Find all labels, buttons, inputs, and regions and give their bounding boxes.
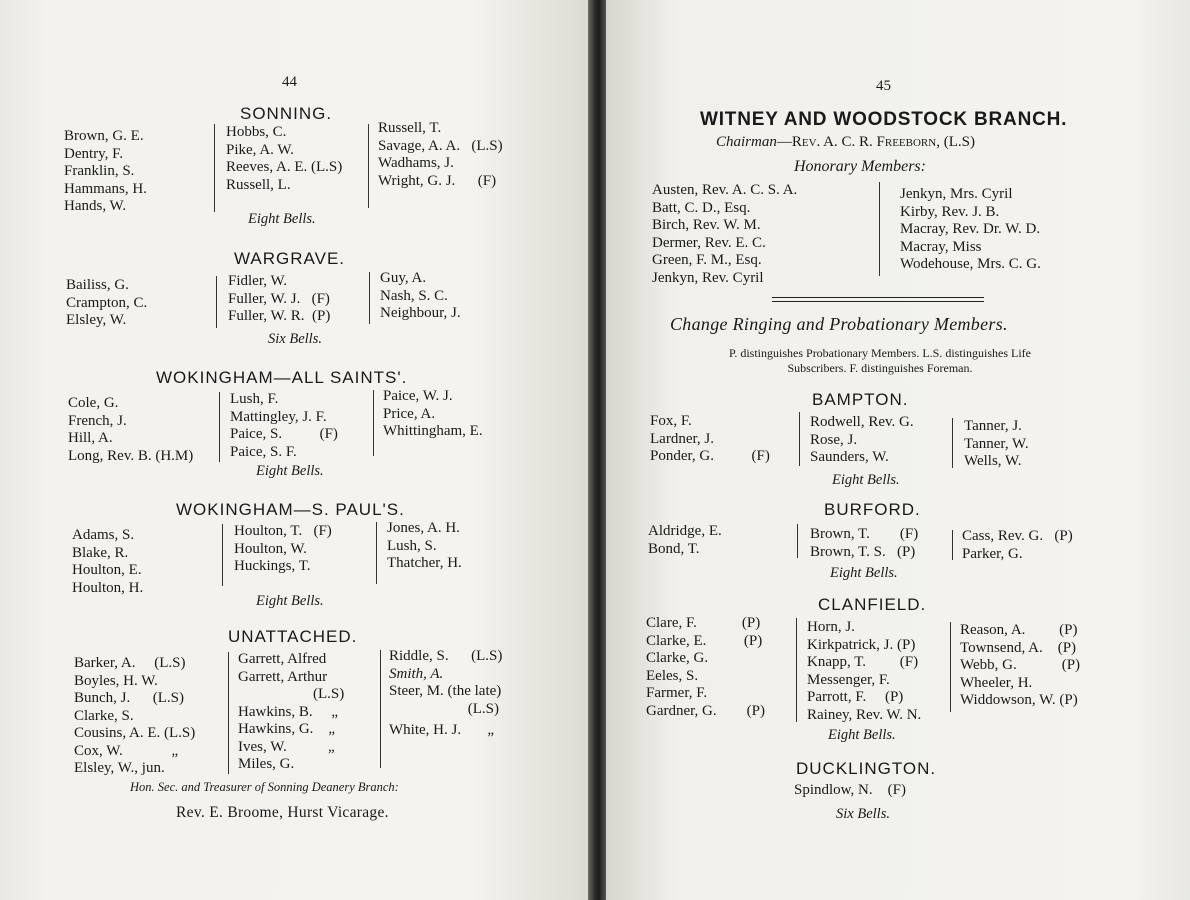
wargrave-col-1: Bailiss, G. Crampton, C. Elsley, W. [66,277,148,328]
burford-col-3: Cass, Rev. G. (P) Parker, G. [962,528,1073,562]
s-pauls-bells: Eight Bells. [256,593,324,609]
chairman-name: —Rev. A. C. R. Freeborn, (L.S) [776,134,975,150]
ducklington-member: Spindlow, N. (F) [794,782,906,798]
wargrave-col-2: Fidler, W. Fuller, W. J. (F) Fuller, W. R. (P) [228,273,331,324]
s-pauls-col-1: Adams, S. Blake, R. Houlton, E. Houlton, H. [72,527,144,596]
bampton-bells: Eight Bells. [832,472,900,488]
double-rule-bottom [772,301,984,302]
s-pauls-col-3: Jones, A. H. Lush, S. Thatcher, H. [387,520,462,571]
bampton-col-2: Rodwell, Rev. G. Rose, J. Saunders, W. [810,414,914,465]
double-rule-top [772,297,984,298]
burford-bells: Eight Bells. [830,565,898,581]
sonning-col-1: Brown, G. E. Dentry, F. Franklin, S. Hammans, H. Hands, W. [64,128,147,214]
all-saints-col-2: Lush, F. Mattingley, J. F. Paice, S. (F) Paice, S. F. [230,391,338,460]
unattached-col-3: Riddle, S. (L.S) Smith, A. Steer, M. (the late) (L.S) White, H. J. „ [389,648,503,738]
honorary-col-2: Jenkyn, Mrs. Cyril Kirby, Rev. J. B. Macray, Rev. Dr. W. D. Macray, Miss Wodehouse, Mrs. C. G. [900,186,1041,272]
section-heading-wokingham-all-saints: WOKINGHAM—ALL SAINTS'. [156,368,408,387]
all-saints-bells: Eight Bells. [256,463,324,479]
legend-line-1: P. distinguishes Probationary Members. L.S. distinguishes Life [729,346,1031,360]
section-heading-clanfield: CLANFIELD. [818,595,927,614]
clanfield-bells: Eight Bells. [828,727,896,743]
column-divider [376,522,377,584]
burford-col-2: Brown, T. (F) Brown, T. S. (P) [810,526,919,560]
ducklington-bells: Six Bells. [836,806,890,822]
section-heading-unattached: UNATTACHED. [228,627,358,646]
clanfield-col-2: Horn, J. Kirkpatrick, J. (P) Knapp, T. (F) Messenger, F. Parrott, F. (P) Rainey, Rev. W. N. [807,619,922,723]
page-number: 44 [282,74,297,90]
unattached-col-1: Barker, A. (L.S) Boyles, H. W. Bunch, J. (L.S) Clarke, S. Cousins, A. E. (L.S) Cox, W. „ Elsley, W., jun. [74,655,196,776]
legend-note [670,346,1090,376]
left-page [0,0,588,900]
column-divider [373,390,374,456]
column-divider [222,524,223,586]
sonning-col-2: Hobbs, C. Pike, A. W. Reeves, A. E. (L.S) Russell, L. [226,124,343,193]
chairman-label: Chairman [716,134,777,150]
honorary-heading: Honorary Members: [794,158,926,175]
section-heading-wokingham-s-pauls: WOKINGHAM—S. PAUL'S. [176,500,405,519]
s-pauls-col-2: Houlton, T. (F) Houlton, W. Huckings, T. [234,523,332,574]
clanfield-col-1: Clare, F. (P) Clarke, E. (P) Clarke, G. Eeles, S. Farmer, F. Gardner, G. (P) [646,615,765,719]
section-heading-sonning: SONNING. [240,104,333,123]
legend-line-2: Subscribers. F. distinguishes Foreman. [787,361,973,375]
column-divider [380,650,381,768]
column-divider [368,124,369,208]
all-saints-col-1: Cole, G. French, J. Hill, A. Long, Rev. B. (H.M) [68,395,194,464]
column-divider [228,652,229,774]
wargrave-bells: Six Bells. [268,331,322,347]
honorary-col-1: Austen, Rev. A. C. S. A. Batt, C. D., Esq. Birch, Rev. W. M. Dermer, Rev. E. C. Green, F. M., Esq. Jenkyn, Rev. Cyril [652,182,798,286]
column-divider [369,272,370,324]
column-divider [950,622,951,712]
secretary-name: Rev. E. Broome, Hurst Vicarage. [176,804,389,821]
column-divider [952,418,953,468]
column-divider [214,124,215,212]
sonning-bells: Eight Bells. [248,211,316,227]
section-heading-burford: BURFORD. [824,500,921,519]
bampton-col-1: Fox, F. Lardner, J. Ponder, G. (F) [650,413,770,464]
book-gutter [588,0,606,900]
column-divider [799,412,800,466]
section-heading-bampton: BAMPTON. [812,390,909,409]
clanfield-col-3: Reason, A. (P) Townsend, A. (P) Webb, G. (P) Wheeler, H. Widdowson, W. (P) [960,622,1081,708]
secretary-heading: Hon. Sec. and Treasurer of Sonning Deanery Branch: [130,780,399,794]
column-divider [879,182,880,276]
bampton-col-3: Tanner, J. Tanner, W. Wells, W. [964,418,1029,469]
column-divider [952,530,953,560]
page-number: 45 [876,78,891,94]
column-divider [797,524,798,558]
all-saints-col-3: Paice, W. J. Price, A. Whittingham, E. [383,388,483,439]
column-divider [216,276,217,328]
unattached-col-2: Garrett, Alfred Garrett, Arthur (L.S) Hawkins, B. „ Hawkins, G. „ Ives, W. „ Miles, G. [238,651,345,772]
branch-title: WITNEY AND WOODSTOCK BRANCH. [700,109,1068,130]
column-divider [219,392,220,462]
chairman-line [716,134,975,151]
burford-col-1: Aldridge, E. Bond, T. [648,523,722,557]
change-ringing-heading: Change Ringing and Probationary Members. [670,314,1008,334]
wargrave-col-3: Guy, A. Nash, S. C. Neighbour, J. [380,270,461,321]
section-heading-wargrave: WARGRAVE. [234,249,346,268]
right-page [606,0,1190,900]
sonning-col-3: Russell, T. Savage, A. A. (L.S) Wadhams, J. Wright, G. J. (F) [378,120,503,189]
section-heading-ducklington: DUCKLINGTON. [796,759,937,778]
column-divider [796,618,797,722]
